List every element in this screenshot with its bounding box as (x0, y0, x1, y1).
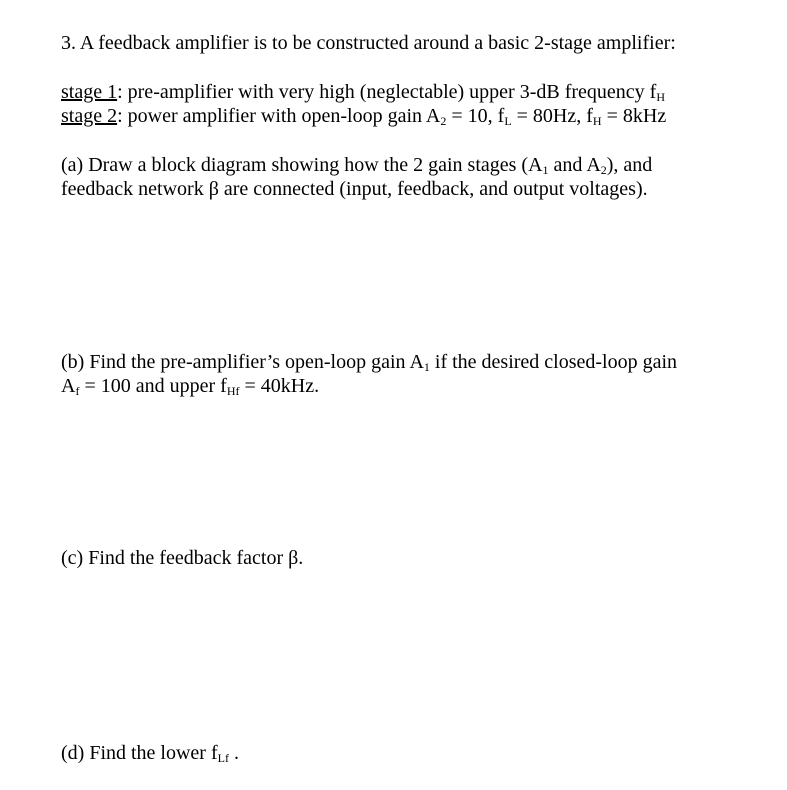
stage1-line (61, 80, 665, 104)
part-b-text-4: = 100 and upper f (79, 375, 227, 397)
part-b-text-3: A (61, 375, 76, 397)
part-d-text-1: (d) Find the lower f (61, 742, 218, 764)
part-b-text-2: if the desired closed-loop gain (429, 351, 678, 373)
part-a-text-1: (a) Draw a block diagram showing how the 2 gain stages (A (61, 154, 543, 176)
part-b-line-2 (61, 374, 319, 398)
part-a-line-2 (61, 177, 648, 201)
part-a-text-2: and A (548, 154, 601, 176)
part-a-sub-2: 2 (600, 163, 607, 177)
problem-heading (61, 31, 676, 55)
part-b-text-5: = 40kHz. (239, 375, 320, 397)
stage2-label: stage 2 (61, 105, 118, 127)
stage2-text-4: = 8kHz (601, 105, 667, 127)
stage2-text-3: = 80Hz, f (511, 105, 593, 127)
stage1-label: stage 1 (61, 81, 118, 103)
part-b-sub-2: f (75, 384, 80, 398)
stage1-sub: H (656, 90, 665, 104)
part-c-line (61, 546, 303, 570)
part-a-text-4: feedback network β are connected (input, feedback, and output voltages). (61, 178, 648, 200)
stage2-line (61, 104, 666, 128)
problem-heading-text: 3. A feedback amplifier is to be constructed around a basic 2-stage amplifier: (61, 32, 676, 54)
part-b-line-1 (61, 350, 677, 374)
part-b-text-1: (b) Find the pre-amplifier’s open-loop gain A (61, 351, 424, 373)
stage2-sub-3: H (592, 114, 602, 128)
part-a-sub-1: 1 (542, 163, 549, 177)
part-d-sub: Lf (217, 751, 229, 765)
part-b-sub-1: 1 (423, 360, 430, 374)
part-a-text-3: ), and (606, 154, 653, 176)
part-d-line (61, 741, 239, 765)
part-d-text-2: . (228, 742, 239, 764)
part-c-text: (c) Find the feedback factor β. (61, 547, 304, 569)
part-a-line-1 (61, 153, 652, 177)
stage1-text: : pre-amplifier with very high (neglectable) upper 3-dB frequency f (117, 81, 657, 103)
part-b-sub-3: Hf (226, 384, 240, 398)
stage2-sub-1: 2 (440, 114, 447, 128)
stage2-sub-2: L (504, 114, 512, 128)
stage2-text-2: = 10, f (446, 105, 505, 127)
stage2-text-1: : power amplifier with open-loop gain A (117, 105, 441, 127)
